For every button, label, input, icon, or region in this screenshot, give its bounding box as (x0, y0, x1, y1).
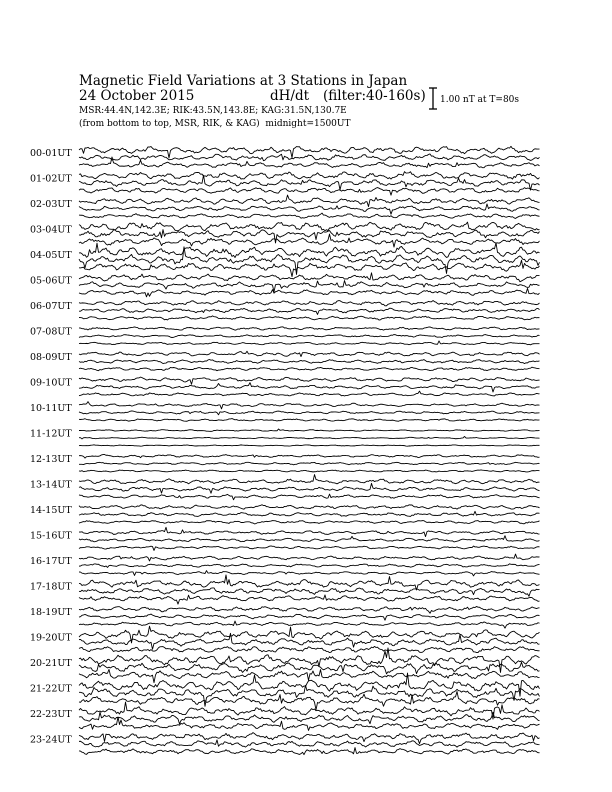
row-label: 10-11UT (30, 403, 72, 414)
row-label: 04-05UT (30, 250, 72, 261)
trace-msr (79, 571, 540, 576)
trace-rik (79, 564, 540, 568)
trace-msr (79, 260, 540, 276)
order-note-text: (from bottom to top, MSR, RIK, & KAG) (79, 119, 260, 129)
scale-bar (429, 88, 437, 109)
trace-kag (79, 454, 540, 458)
trace-kag (79, 575, 540, 590)
trace-kag (79, 273, 540, 282)
trace-msr (79, 367, 540, 371)
trace-rik (79, 154, 540, 161)
trace-rik (79, 511, 540, 516)
row-label: 05-06UT (30, 275, 72, 287)
trace-kag (79, 222, 540, 231)
trace-kag (79, 527, 540, 536)
row-label: 11-12UT (30, 428, 72, 440)
trace-msr (79, 188, 540, 196)
row-label: 22-23UT (30, 709, 72, 720)
trace-msr (79, 717, 540, 730)
trace-msr (79, 419, 540, 422)
trace-kag (79, 505, 540, 509)
trace-msr (79, 213, 540, 218)
row-labels (30, 148, 72, 746)
row-label: 02-03UT (30, 199, 72, 210)
trace-msr (79, 621, 540, 628)
row-label: 19-20UT (30, 632, 72, 644)
station-coordinates: MSR:44.4N,142.3E; RIK:43.5N,143.8E; KAG:31.5N,130.7E (79, 106, 347, 116)
trace-msr (79, 494, 540, 500)
trace-kag (79, 402, 540, 409)
trace-kag (79, 301, 540, 306)
trace-kag (79, 475, 540, 484)
trace-msr (79, 646, 540, 652)
trace-rik (79, 712, 540, 724)
row-label: 15-16UT (30, 530, 72, 542)
trace-kag (79, 327, 540, 330)
trace-rik (79, 588, 540, 596)
row-label: 01-02UT (30, 173, 72, 185)
trace-msr (79, 691, 540, 709)
row-label: 23-24UT (30, 734, 72, 746)
trace-rik (79, 281, 540, 292)
trace-rik (79, 360, 540, 364)
trace-kag (79, 429, 540, 431)
trace-rik (79, 308, 540, 314)
row-label: 21-22UT (30, 683, 72, 695)
trace-msr (79, 288, 540, 296)
trace-msr (79, 546, 540, 551)
row-label: 00-01UT (30, 148, 72, 159)
row-label: 08-09UT (30, 352, 72, 363)
traces (79, 146, 540, 754)
trace-kag (79, 172, 540, 179)
scale-bar-label: 1.00 nT at T=80s (440, 95, 520, 105)
trace-msr (79, 445, 540, 446)
trace-rik (79, 204, 540, 214)
row-label: 20-21UT (30, 658, 72, 669)
trace-kag (79, 733, 540, 744)
row-label: 07-08UT (30, 326, 72, 338)
row-label: 03-04UT (30, 224, 72, 236)
trace-rik (79, 614, 540, 620)
trace-kag (79, 626, 540, 643)
chart-title: Magnetic Field Variations at 3 Stations in Japan (79, 73, 408, 89)
trace-msr (79, 521, 540, 524)
trace-kag (79, 554, 540, 561)
trace-rik (79, 662, 540, 674)
trace-kag (79, 377, 540, 384)
row-label: 09-10UT (30, 377, 72, 389)
trace-kag (79, 606, 540, 613)
trace-msr (79, 391, 540, 396)
trace-rik (79, 436, 540, 439)
trace-rik (79, 411, 540, 415)
trace-msr (79, 470, 540, 472)
trace-rik (79, 383, 540, 392)
date-text: 24 October 2015 (79, 88, 195, 104)
trace-kag (79, 243, 540, 258)
row-label: 13-14UT (30, 479, 72, 491)
row-label: 14-15UT (30, 505, 72, 516)
trace-msr (79, 341, 540, 345)
row-label: 16-17UT (30, 556, 72, 567)
trace-rik (79, 685, 540, 706)
trace-rik (79, 335, 540, 338)
trace-rik (79, 462, 540, 464)
trace-rik (79, 536, 540, 542)
quantity-text: dH/dt (270, 88, 310, 104)
row-label: 17-18UT (30, 581, 72, 593)
trace-rik (79, 483, 540, 493)
trace-kag (79, 351, 540, 356)
trace-msr (79, 316, 540, 320)
trace-rik (79, 740, 540, 747)
midnight-note: midnight=1500UT (265, 119, 351, 129)
filter-text: (filter:40-160s) (323, 88, 426, 104)
trace-kag (79, 195, 540, 206)
row-label: 12-13UT (30, 454, 72, 465)
row-label: 06-07UT (30, 301, 72, 312)
trace-msr (79, 748, 540, 755)
row-label: 18-19UT (30, 607, 72, 618)
trace-msr (79, 595, 540, 604)
